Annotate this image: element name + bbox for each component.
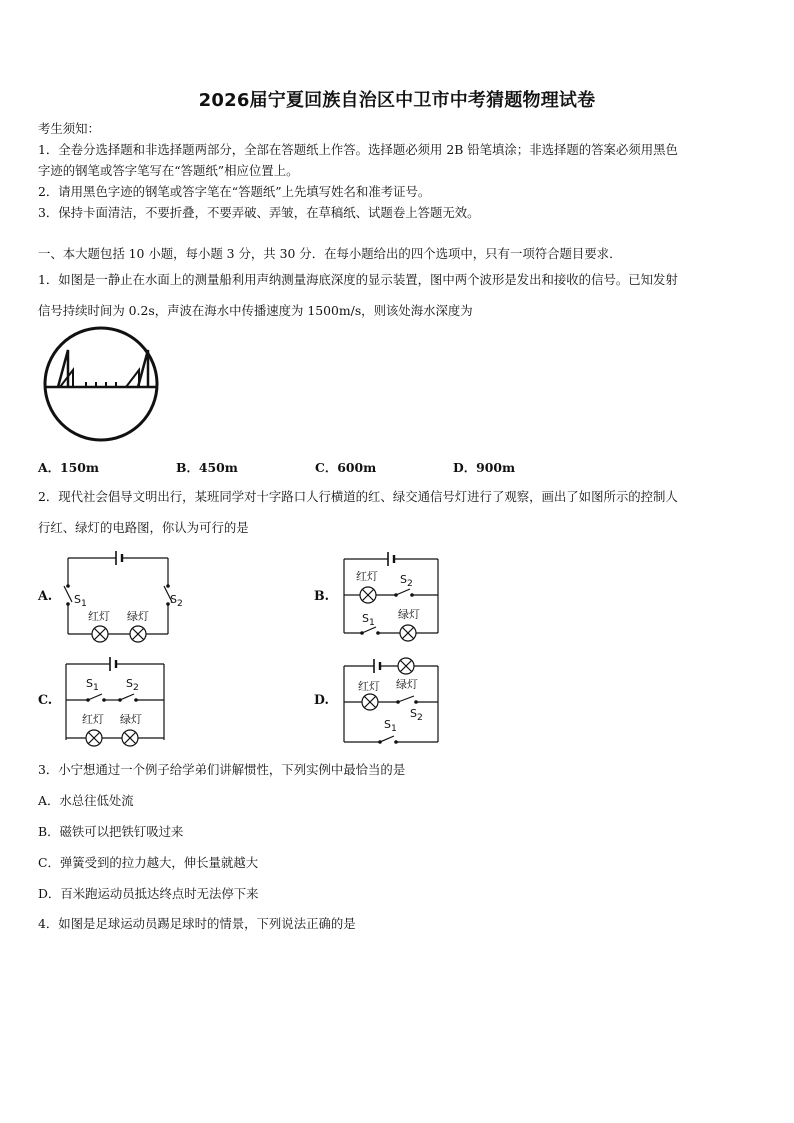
s1-subscript: 1 xyxy=(390,723,397,735)
circuit-a-red-lamp-label: 红灯 xyxy=(88,610,110,623)
circuit-b-diagram xyxy=(334,545,450,645)
circuit-d-red-lamp-label: 红灯 xyxy=(358,680,380,693)
circuit-c-switch-s1 xyxy=(86,677,99,693)
circuit-a-switch-s2 xyxy=(170,593,183,609)
circuit-a-green-lamp-label: 绿灯 xyxy=(127,610,149,623)
question-3-option-a: A．水总往低处流 xyxy=(38,793,134,808)
notice-item-1-line-2: 字迹的钢笔或答字笔写在“答题纸”相应位置上。 xyxy=(38,163,299,178)
circuit-d-diagram xyxy=(334,650,450,750)
s2-label: S xyxy=(170,593,177,606)
s1-subscript: 1 xyxy=(368,617,375,629)
s1-subscript: 1 xyxy=(80,598,87,610)
circuit-b-green-lamp-label: 绿灯 xyxy=(398,608,420,621)
notice-item-2: 2．请用黑色字迹的钢笔或答字笔在“答题纸”上先填写姓名和准考证号。 xyxy=(38,184,431,199)
question-3-option-d: D．百米跑运动员抵达终点时无法停下来 xyxy=(38,886,259,901)
circuit-c-diagram xyxy=(58,650,178,750)
circuit-a-switch-s1 xyxy=(74,593,87,609)
s1-label: S xyxy=(74,593,81,606)
question-3-stem: 3．小宁想通过一个例子给学弟们讲解惯性，下列实例中最恰当的是 xyxy=(38,762,406,777)
question-3-option-c: C．弹簧受到的拉力越大，伸长量就越大 xyxy=(38,855,259,870)
s2-label: S xyxy=(400,573,407,586)
circuit-b-red-lamp-label: 红灯 xyxy=(356,570,378,583)
section-1-heading: 一、本大题包括 10 小题，每小题 3 分，共 30 分．在每小题给出的四个选项中，只有一项符合题目要求． xyxy=(38,246,622,261)
circuit-b-switch-s2 xyxy=(400,573,413,589)
question-1-option-a: A．150m xyxy=(38,460,99,475)
s2-subscript: 2 xyxy=(132,682,139,694)
circuit-d-green-lamp-label: 绿灯 xyxy=(396,678,418,691)
circuit-d-switch-s1 xyxy=(384,718,397,734)
question-1-line-1: 1．如图是一静止在水面上的测量船利用声纳测量海底深度的显示装置，图中两个波形是发出和接收的信号。已知发射 xyxy=(38,272,678,287)
question-2-option-c-label: C. xyxy=(38,692,53,707)
s2-label: S xyxy=(410,707,417,720)
notice-item-3: 3．保持卡面清洁，不要折叠，不要弄破、弄皱，在草稿纸、试题卷上答题无效。 xyxy=(38,205,480,220)
question-2-line-1: 2．现代社会倡导文明出行，某班同学对十字路口人行横道的红、绿交通信号灯进行了观察，画出了如图所示的控制人 xyxy=(38,489,678,504)
s1-label: S xyxy=(86,677,93,690)
question-1-option-b: B．450m xyxy=(176,460,238,475)
s2-subscript: 2 xyxy=(176,598,183,610)
notice-item-1-line-1: 1．全卷分选择题和非选择题两部分，全部在答题纸上作答。选择题必须用 2B 铅笔填涂；非选择题的答案必须用黑色 xyxy=(38,142,678,157)
question-2-option-d-label: D. xyxy=(314,692,329,707)
s2-subscript: 2 xyxy=(406,578,413,590)
question-2-option-b-label: B. xyxy=(314,588,330,603)
question-1-option-c: C．600m xyxy=(315,460,377,475)
s2-label: S xyxy=(126,677,133,690)
question-2-line-2: 行红、绿灯的电路图，你认为可行的是 xyxy=(38,520,249,535)
question-1-option-d: D．900m xyxy=(453,460,516,475)
circuit-d-switch-s2 xyxy=(410,707,423,723)
circuit-c-green-lamp-label: 绿灯 xyxy=(120,713,142,726)
page-title: 2026届宁夏回族自治区中卫市中考猜题物理试卷 xyxy=(198,90,596,111)
circuit-c-red-lamp-label: 红灯 xyxy=(82,713,104,726)
circuit-b-switch-s1 xyxy=(362,612,375,628)
s2-subscript: 2 xyxy=(416,712,423,724)
sonar-display-figure xyxy=(40,326,164,442)
question-2-option-a-label: A. xyxy=(38,588,53,603)
s1-label: S xyxy=(384,718,391,731)
circuit-c-switch-s2 xyxy=(126,677,139,693)
s1-subscript: 1 xyxy=(92,682,99,694)
notice-heading: 考生须知： xyxy=(38,121,100,136)
question-4-stem: 4．如图是足球运动员踢足球时的情景，下列说法正确的是 xyxy=(38,916,356,931)
question-3-option-b: B．磁铁可以把铁钉吸过来 xyxy=(38,824,184,839)
s1-label: S xyxy=(362,612,369,625)
question-1-line-2: 信号持续时间为 0.2s，声波在海水中传播速度为 1500m/s，则该处海水深度为 xyxy=(38,303,473,318)
